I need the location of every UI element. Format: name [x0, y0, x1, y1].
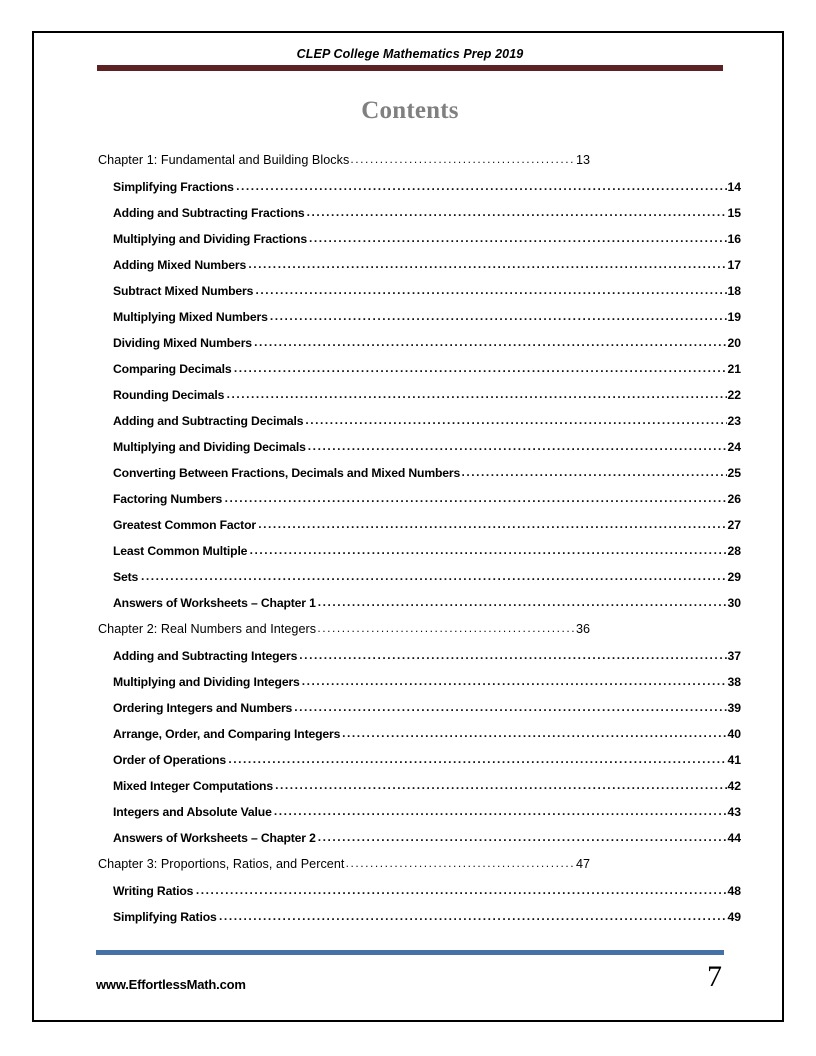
toc-page-number: 28 — [727, 544, 741, 558]
toc-entry-row[interactable] — [96, 466, 741, 492]
toc-dot-leader — [308, 439, 728, 453]
toc-label: Chapter 2: Real Numbers and Integers — [98, 622, 317, 636]
toc-label: Writing Ratios — [113, 884, 194, 898]
header-rule — [97, 65, 723, 71]
toc-label: Chapter 3: Proportions, Ratios, and Percent — [98, 857, 345, 871]
toc-entry-row[interactable] — [96, 362, 741, 388]
toc-entry-row[interactable] — [96, 884, 741, 910]
toc-page-number: 41 — [727, 753, 741, 767]
toc-chapter-row[interactable] — [96, 622, 590, 649]
toc-dot-leader — [305, 413, 727, 427]
toc-label: Mixed Integer Computations — [113, 779, 273, 793]
toc-entry-row[interactable] — [96, 675, 741, 701]
toc-label: Multiplying and Dividing Decimals — [113, 440, 306, 454]
toc-label: Multiplying and Dividing Integers — [113, 675, 300, 689]
toc-page-number: 15 — [727, 206, 741, 220]
toc-dot-leader — [307, 205, 728, 219]
toc-page-number: 13 — [575, 153, 590, 167]
toc-label: Adding and Subtracting Decimals — [113, 414, 304, 428]
toc-page-number: 21 — [727, 362, 741, 376]
toc-dot-leader — [317, 621, 576, 635]
toc-page-number: 26 — [727, 492, 741, 506]
toc-dot-leader — [346, 856, 576, 870]
toc-dot-leader — [228, 752, 727, 766]
page-content-area — [96, 47, 741, 936]
toc-page-number: 17 — [727, 258, 741, 272]
page-number: 7 — [707, 960, 722, 993]
toc-entry-row[interactable] — [96, 805, 741, 831]
toc-entry-row[interactable] — [96, 544, 741, 570]
toc-label: Answers of Worksheets – Chapter 1 — [113, 596, 316, 610]
toc-dot-leader — [461, 465, 727, 479]
toc-label: Multiplying Mixed Numbers — [113, 310, 268, 324]
toc-page-number: 24 — [727, 440, 741, 454]
toc-entry-row[interactable] — [96, 910, 741, 936]
site-url[interactable]: www.EffortlessMath.com — [96, 977, 246, 992]
toc-entry-row[interactable] — [96, 492, 741, 518]
toc-label: Greatest Common Factor — [113, 518, 256, 532]
toc-entry-row[interactable] — [96, 753, 741, 779]
toc-dot-leader — [234, 361, 728, 375]
toc-entry-row[interactable] — [96, 232, 741, 258]
toc-page-number: 16 — [727, 232, 741, 246]
toc-page-number: 25 — [727, 466, 741, 480]
toc-dot-leader — [254, 335, 727, 349]
toc-dot-leader — [236, 179, 727, 193]
toc-entry-row[interactable] — [96, 284, 741, 310]
toc-entry-row[interactable] — [96, 727, 741, 753]
toc-dot-leader — [309, 231, 727, 245]
toc-dot-leader — [256, 283, 728, 297]
toc-entry-row[interactable] — [96, 388, 741, 414]
toc-dot-leader — [141, 569, 727, 583]
toc-dot-leader — [350, 152, 576, 166]
toc-page-number: 29 — [727, 570, 741, 584]
toc-page-number: 30 — [727, 596, 741, 610]
toc-dot-leader — [318, 595, 728, 609]
toc-entry-row[interactable] — [96, 596, 741, 622]
toc-label: Arrange, Order, and Comparing Integers — [113, 727, 341, 741]
toc-entry-row[interactable] — [96, 831, 741, 857]
toc-entry-row[interactable] — [96, 180, 741, 206]
table-of-contents — [96, 153, 741, 936]
toc-label: Answers of Worksheets – Chapter 2 — [113, 831, 316, 845]
toc-label: Sets — [113, 570, 139, 584]
toc-label: Comparing Decimals — [113, 362, 232, 376]
toc-entry-row[interactable] — [96, 336, 741, 362]
toc-dot-leader — [225, 491, 728, 505]
toc-page-number: 27 — [727, 518, 741, 532]
toc-entry-row[interactable] — [96, 649, 741, 675]
toc-label: Converting Between Fractions, Decimals and Mixed Numbers — [113, 466, 461, 480]
toc-entry-row[interactable] — [96, 518, 741, 544]
toc-page-number: 22 — [727, 388, 741, 402]
toc-label: Simplifying Fractions — [113, 180, 234, 194]
toc-page-number: 38 — [727, 675, 741, 689]
toc-entry-row[interactable] — [96, 310, 741, 336]
toc-page-number: 49 — [727, 910, 741, 924]
toc-label: Least Common Multiple — [113, 544, 248, 558]
toc-page-number: 37 — [727, 649, 741, 663]
toc-label: Adding and Subtracting Fractions — [113, 206, 305, 220]
footer-rule — [96, 950, 724, 955]
toc-chapter-row[interactable] — [96, 857, 590, 884]
toc-page-number: 14 — [727, 180, 741, 194]
toc-entry-row[interactable] — [96, 779, 741, 805]
toc-page-number: 47 — [575, 857, 590, 871]
toc-entry-row[interactable] — [96, 258, 741, 284]
toc-page-number: 44 — [727, 831, 741, 845]
toc-label: Multiplying and Dividing Fractions — [113, 232, 307, 246]
toc-dot-leader — [227, 387, 728, 401]
toc-page-number: 39 — [727, 701, 741, 715]
toc-entry-row[interactable] — [96, 570, 741, 596]
toc-dot-leader — [248, 257, 727, 271]
toc-label: Ordering Integers and Numbers — [113, 701, 293, 715]
toc-dot-leader — [274, 804, 728, 818]
toc-label: Simplifying Ratios — [113, 910, 217, 924]
toc-label: Factoring Numbers — [113, 492, 223, 506]
toc-dot-leader — [318, 830, 728, 844]
toc-page-number: 18 — [727, 284, 741, 298]
toc-page-number: 20 — [727, 336, 741, 350]
toc-dot-leader — [342, 726, 727, 740]
toc-label: Rounding Decimals — [113, 388, 225, 402]
toc-dot-leader — [258, 517, 727, 531]
toc-page-number: 40 — [727, 727, 741, 741]
toc-dot-leader — [196, 883, 728, 897]
toc-page-number: 23 — [727, 414, 741, 428]
toc-dot-leader — [302, 674, 728, 688]
toc-label: Dividing Mixed Numbers — [113, 336, 252, 350]
page-sheet — [32, 31, 784, 1022]
toc-entry-row[interactable] — [96, 414, 741, 440]
toc-page-number: 48 — [727, 884, 741, 898]
toc-entry-row[interactable] — [96, 440, 741, 466]
toc-dot-leader — [270, 309, 728, 323]
toc-dot-leader — [275, 778, 727, 792]
toc-page-number: 36 — [575, 622, 590, 636]
toc-entry-row[interactable] — [96, 701, 741, 727]
toc-label: Adding Mixed Numbers — [113, 258, 247, 272]
page-title: Contents — [361, 97, 459, 124]
page-footer — [96, 950, 724, 992]
toc-chapter-row[interactable] — [96, 153, 590, 180]
toc-dot-leader — [294, 700, 727, 714]
toc-label: Order of Operations — [113, 753, 226, 767]
toc-dot-leader — [299, 648, 727, 662]
toc-page-number: 43 — [727, 805, 741, 819]
toc-label: Chapter 1: Fundamental and Building Blocks — [98, 153, 350, 167]
toc-dot-leader — [219, 909, 727, 923]
toc-page-number: 19 — [727, 310, 741, 324]
toc-label: Adding and Subtracting Integers — [113, 649, 298, 663]
toc-label: Integers and Absolute Value — [113, 805, 272, 819]
toc-label: Subtract Mixed Numbers — [113, 284, 254, 298]
toc-entry-row[interactable] — [96, 206, 741, 232]
toc-page-number: 42 — [727, 779, 741, 793]
toc-dot-leader — [250, 543, 728, 557]
running-header-title: CLEP College Mathematics Prep 2019 — [296, 47, 524, 61]
